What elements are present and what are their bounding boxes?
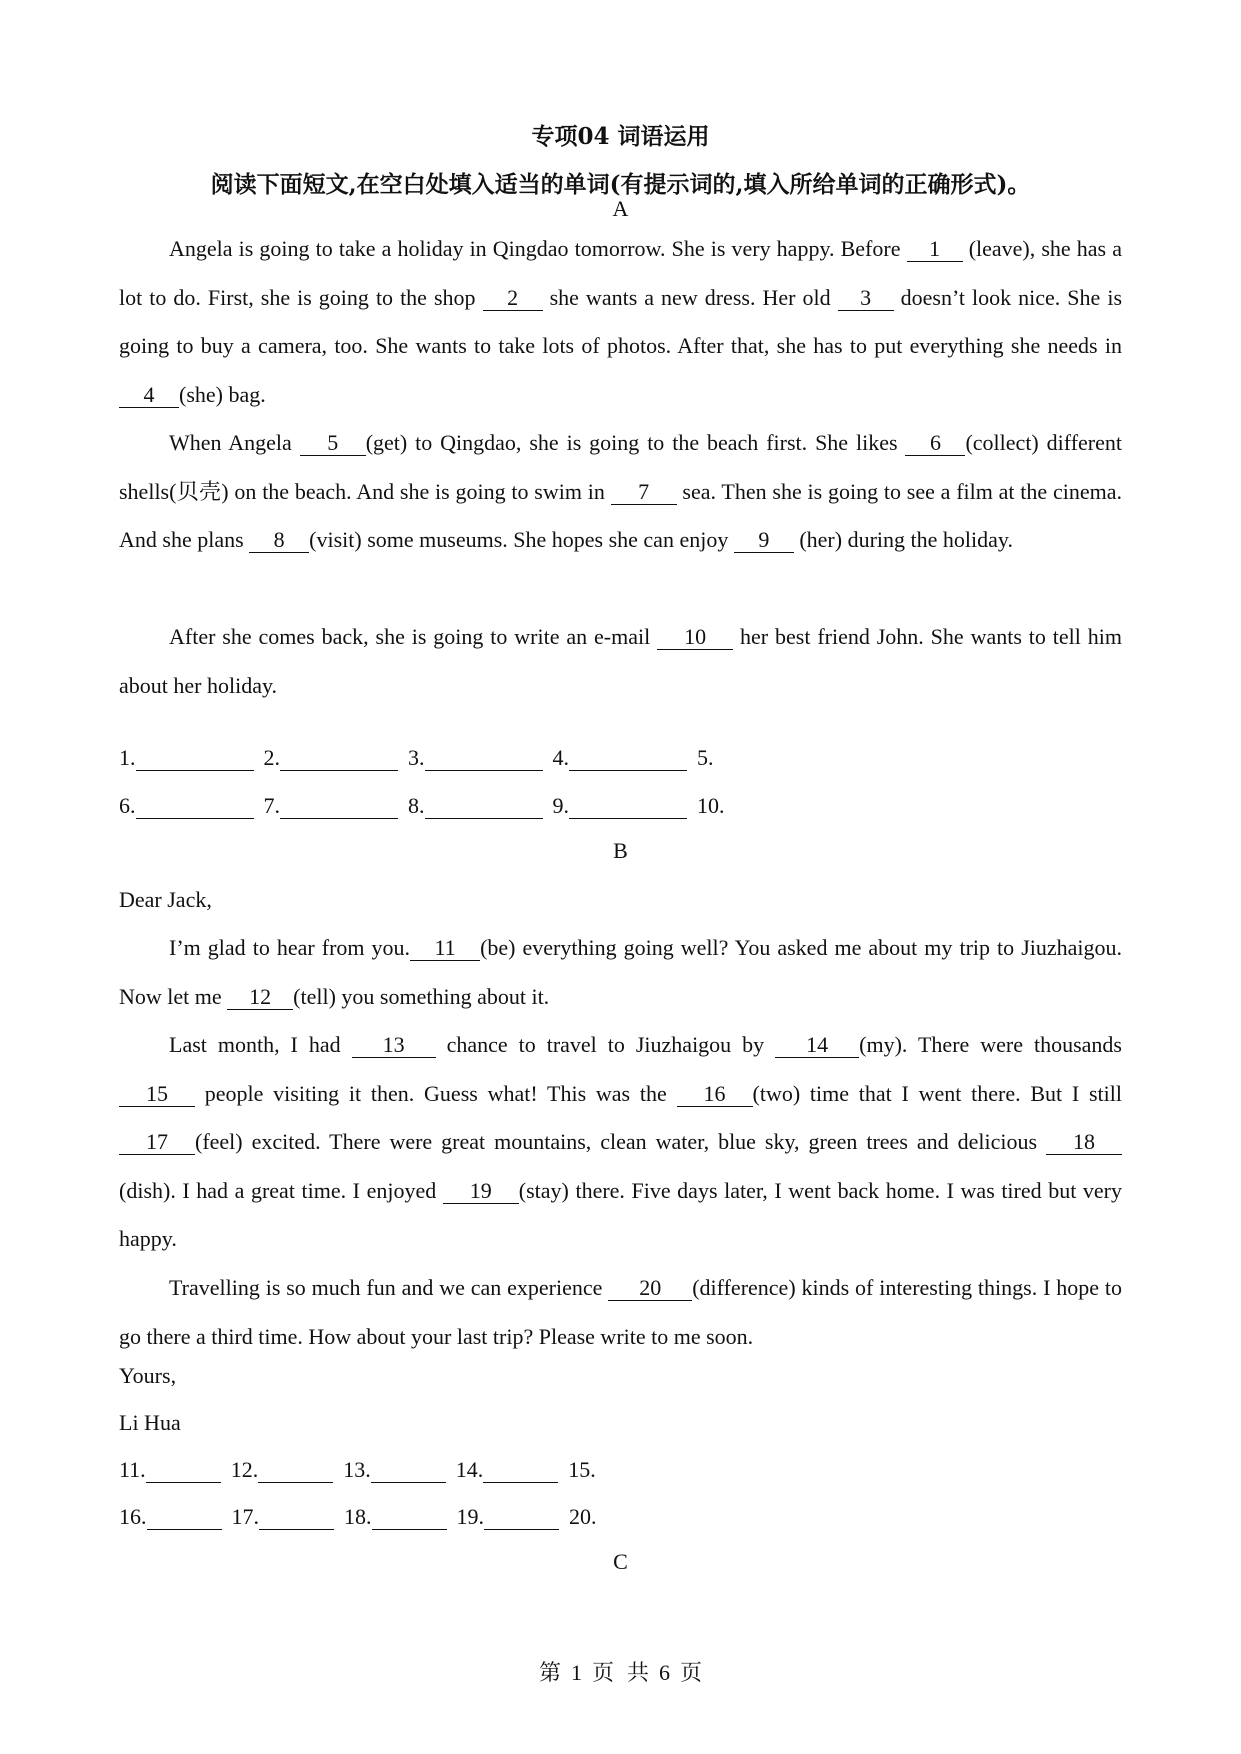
- footer-text: 第: [538, 1661, 561, 1686]
- section-label-c: C: [613, 1549, 628, 1574]
- blank-2[interactable]: 2: [483, 286, 543, 311]
- blank-8[interactable]: 8: [249, 528, 309, 553]
- text: sea. Then she is going to see a film at the cinema. And she plans: [119, 478, 1122, 552]
- blank-7[interactable]: 7: [611, 480, 677, 505]
- blank-18[interactable]: 18: [1046, 1130, 1122, 1155]
- answer-number: 9.: [552, 793, 569, 818]
- passage-a-paragraph-3: [119, 613, 1122, 710]
- answer-line[interactable]: [280, 796, 398, 819]
- answer-line[interactable]: [258, 1460, 333, 1483]
- answer-number: 16.: [119, 1504, 147, 1529]
- text: doesn’t look nice. She is going to buy a camera, too. She wants to take lots of photos. After that, she has to put everything she needs in: [119, 284, 1123, 358]
- passage-b-paragraph-3: [119, 1264, 1122, 1361]
- passage-b-paragraph-1: [119, 924, 1122, 1021]
- text: Angela is going to take a holiday in Qingdao tomorrow. She is very happy. Before: [169, 236, 907, 261]
- answer-number: 12.: [230, 1457, 259, 1482]
- page-number: 1: [571, 1660, 582, 1685]
- answer-slot[interactable]: [569, 1504, 597, 1530]
- blank-11[interactable]: 11: [410, 936, 480, 961]
- blank-12[interactable]: 12: [227, 985, 293, 1010]
- blank-3[interactable]: 3: [838, 286, 894, 311]
- answer-line[interactable]: [425, 796, 543, 819]
- text: (stay) there. Five days later, I went back home. I was tired but very happy.: [119, 1177, 1122, 1251]
- answer-line[interactable]: [280, 748, 398, 771]
- blank-9[interactable]: 9: [734, 528, 794, 553]
- answer-slot[interactable]: [408, 745, 543, 771]
- blank-16[interactable]: 16: [677, 1082, 753, 1107]
- answer-row-b-1: [119, 1457, 596, 1483]
- answer-line[interactable]: [425, 748, 543, 771]
- page-title: 专项04 词语运用: [531, 123, 710, 150]
- answer-row-a-2: [119, 793, 725, 819]
- answer-slot[interactable]: [553, 793, 688, 819]
- text: (leave), she has a lot to do. First, she is going to the shop: [119, 236, 1122, 310]
- answer-line[interactable]: [372, 1507, 447, 1530]
- answer-number: 15.: [568, 1457, 596, 1482]
- text: I’m glad to hear from you.: [169, 935, 411, 960]
- footer-text: 页 共: [592, 1661, 649, 1686]
- answer-line[interactable]: [569, 796, 687, 819]
- passage-b-paragraph-2: [119, 1021, 1122, 1264]
- answer-line[interactable]: [147, 1507, 222, 1530]
- answer-number: 19.: [456, 1504, 484, 1529]
- answer-number: 4.: [552, 745, 569, 770]
- answer-slot[interactable]: [264, 793, 399, 819]
- answer-slot[interactable]: [456, 1457, 559, 1483]
- blank-1[interactable]: 1: [907, 237, 963, 262]
- answer-number: 2.: [263, 745, 280, 770]
- text: (difference) kinds of interesting things. I hope to go there a third time. How about your last trip? Please write to me soon.: [119, 1275, 1122, 1349]
- passage-a-paragraph-1: [119, 225, 1122, 419]
- text: (get) to Qingdao, she is going to the beach first. She likes: [365, 430, 906, 455]
- answer-row-a-1: [119, 745, 714, 771]
- answer-number: 14.: [455, 1457, 484, 1482]
- text: (her) during the holiday.: [793, 527, 1013, 552]
- answer-number: 11.: [119, 1457, 146, 1482]
- text: (my). There were thousands: [859, 1032, 1122, 1057]
- text: (tell) you something about it.: [293, 983, 550, 1009]
- answer-line[interactable]: [569, 748, 687, 771]
- letter-greeting: Dear Jack,: [119, 887, 212, 912]
- blank-5[interactable]: 5: [300, 431, 366, 456]
- text: (collect) different shells(贝壳) on the beach. And she is going to swim in: [119, 430, 1123, 504]
- answer-slot[interactable]: [231, 1457, 334, 1483]
- answer-slot[interactable]: [264, 745, 399, 771]
- blank-10[interactable]: 10: [657, 625, 733, 650]
- answer-number: 5.: [697, 745, 714, 770]
- answer-slot[interactable]: [697, 745, 714, 771]
- answer-line[interactable]: [484, 1507, 559, 1530]
- answer-row-b-2: [119, 1504, 597, 1530]
- section-label-a: A: [612, 196, 629, 221]
- answer-line[interactable]: [371, 1460, 446, 1483]
- blank-17[interactable]: 17: [119, 1130, 195, 1155]
- text: When Angela: [169, 430, 300, 455]
- answer-number: 3.: [408, 745, 425, 770]
- text: she wants a new dress. Her old: [542, 284, 838, 310]
- blank-13[interactable]: 13: [352, 1033, 436, 1058]
- answer-slot[interactable]: [343, 1457, 446, 1483]
- text: (feel) excited. There were great mountains, clean water, blue sky, green trees and delicious: [195, 1129, 1046, 1154]
- answer-slot[interactable]: [344, 1504, 447, 1530]
- text: people visiting it then. Guess what! This was the: [195, 1080, 677, 1106]
- text: chance to travel to Jiuzhaigou by: [435, 1032, 776, 1057]
- letter-signature: Li Hua: [119, 1410, 181, 1435]
- answer-number: 8.: [408, 793, 425, 818]
- answer-slot[interactable]: [119, 793, 254, 819]
- answer-line[interactable]: [136, 748, 254, 771]
- footer-text: 页: [680, 1661, 703, 1686]
- answer-slot[interactable]: [568, 1457, 596, 1483]
- total-pages: 6: [659, 1660, 670, 1685]
- passage-a-paragraph-2: [119, 419, 1122, 565]
- answer-slot[interactable]: [553, 745, 688, 771]
- page-footer: [0, 1656, 1241, 1687]
- answer-number: 1.: [119, 745, 136, 770]
- letter-closing: Yours,: [119, 1363, 177, 1388]
- blank-19[interactable]: 19: [443, 1179, 519, 1204]
- text: (be) everything going well? You asked me about my trip to Jiuzhaigou. Now let me: [119, 935, 1123, 1009]
- answer-number: 18.: [344, 1504, 372, 1529]
- section-label-b: B: [613, 838, 628, 863]
- answer-number: 17.: [231, 1504, 259, 1529]
- text: (visit) some museums. She hopes she can enjoy: [309, 527, 734, 552]
- blank-14[interactable]: 14: [775, 1033, 859, 1058]
- blank-15[interactable]: 15: [119, 1082, 195, 1107]
- blank-20[interactable]: 20: [608, 1276, 692, 1301]
- answer-line[interactable]: [483, 1460, 558, 1483]
- blank-4[interactable]: 4: [119, 383, 179, 408]
- text: (she) bag.: [179, 381, 266, 407]
- answer-slot[interactable]: [119, 745, 254, 771]
- answer-line[interactable]: [136, 796, 254, 819]
- answer-number: 13.: [343, 1457, 371, 1482]
- text: Last month, I had: [169, 1032, 352, 1057]
- answer-slot[interactable]: [408, 793, 543, 819]
- instruction: 阅读下面短文,在空白处填入适当的单词(有提示词的,填入所给单词的正确形式)。: [210, 171, 1031, 198]
- text: her best friend John. She wants to tell him about her holiday.: [119, 624, 1122, 698]
- blank-6[interactable]: 6: [905, 431, 965, 456]
- answer-number: 10.: [697, 793, 725, 818]
- answer-number: 6.: [119, 793, 136, 818]
- answer-number: 7.: [263, 793, 280, 818]
- answer-line[interactable]: [259, 1507, 334, 1530]
- answer-number: 20.: [569, 1504, 597, 1529]
- answer-slot[interactable]: [457, 1504, 560, 1530]
- answer-line[interactable]: [146, 1460, 221, 1483]
- text: (dish). I had a great time. I enjoyed: [119, 1177, 443, 1203]
- answer-slot[interactable]: [697, 793, 725, 819]
- answer-slot[interactable]: [119, 1457, 221, 1483]
- text: After she comes back, she is going to write an e-mail: [169, 624, 658, 649]
- text: (two) time that I went there. But I still: [752, 1080, 1122, 1106]
- answer-slot[interactable]: [232, 1504, 335, 1530]
- answer-slot[interactable]: [119, 1504, 222, 1530]
- text: Travelling is so much fun and we can experience: [169, 1275, 609, 1300]
